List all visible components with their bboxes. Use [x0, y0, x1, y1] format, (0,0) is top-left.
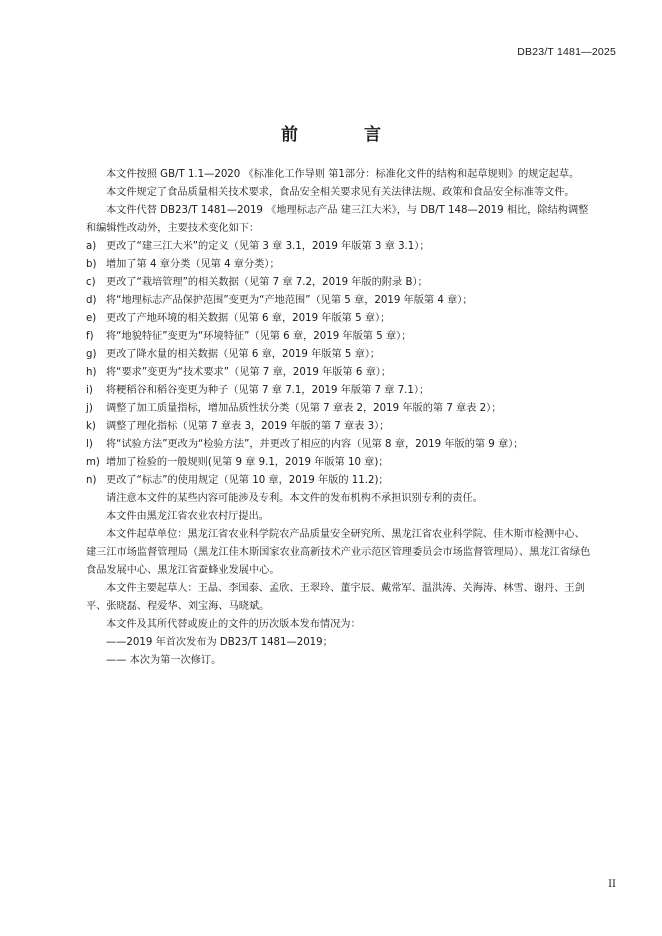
- page-title: 前 言: [281, 125, 411, 145]
- list-item-letter: l): [86, 439, 93, 450]
- paragraph-version-history: 本文件及其所代替或废止的文件的历次版本发布情况为：: [106, 619, 361, 630]
- list-item: [86, 292, 594, 310]
- page-number: II: [608, 879, 616, 890]
- list-item-letter: b): [86, 259, 97, 270]
- list-item: [86, 274, 594, 292]
- list-item-text: 将粳稻谷和稻谷变更为种子（见第 7 章 7.1，2019 年版第 7 章 7.1）；: [106, 385, 430, 396]
- list-item-letter: j): [86, 403, 93, 414]
- list-item-letter: g): [86, 349, 97, 360]
- list-item-letter: a): [86, 241, 97, 252]
- list-item: [86, 346, 594, 364]
- list-item: [86, 238, 594, 256]
- list-item: [86, 400, 594, 418]
- list-item: [86, 454, 594, 472]
- document-code: DB23/T 1481—2025: [517, 46, 616, 58]
- list-item-letter: e): [86, 313, 97, 324]
- list-item-letter: d): [86, 295, 97, 306]
- list-item-text: 更改了降水量的相关数据（见第 6 章，2019 年版第 5 章）；: [106, 349, 381, 360]
- paragraph-replacement: 本文件代替 DB23/T 1481—2019 《地理标志产品 建三江大米》，与 DB/T 148—2019 相比，除结构调整和编辑性改动外，主要技术变化如下：: [86, 205, 589, 234]
- list-item-text: 将“试验方法”更改为“检验方法”，并更改了相应的内容（见第 8 章，2019 年版的第 9 章）；: [106, 439, 524, 450]
- list-item-text: 增加了第 4 章分类（见第 4 章分类）；: [106, 259, 280, 270]
- list-item-text: 更改了“栽培管理”的相关数据（见第 7 章 7.2，2019 年版的附录 B）；: [106, 277, 428, 288]
- history-line-current-revision: —— 本次为第一次修订。: [106, 655, 222, 666]
- paragraph-patent-notice: 请注意本文件的某些内容可能涉及专利。本文件的发布机构不承担识别专利的责任。: [106, 493, 483, 504]
- list-item-letter: f): [86, 331, 94, 342]
- list-item: [86, 418, 594, 436]
- list-item-text: 增加了检验的一般规则(见第 9 章 9.1，2019 年版第 10 章)；: [106, 457, 389, 468]
- list-item-text: 将“地貌特征”变更为“环境特征”（见第 6 章，2019 年版第 5 章）；: [106, 331, 412, 342]
- paragraph-proposer: 本文件由黑龙江省农业农村厅提出。: [106, 511, 269, 522]
- list-item-letter: m): [86, 457, 100, 468]
- list-item-text: 调整了理化指标（见第 7 章表 3，2019 年版的第 7 章表 3）；: [106, 421, 390, 432]
- list-item: [86, 436, 594, 454]
- list-item-text: 将“要求”变更为“技术要求”（见第 7 章，2019 年版第 6 章）；: [106, 367, 392, 378]
- list-item: [86, 364, 594, 382]
- list-item-text: 更改了产地环境的相关数据（见第 6 章，2019 年版第 5 章）；: [106, 313, 391, 324]
- changes-list: [86, 238, 594, 490]
- list-item-letter: n): [86, 475, 97, 486]
- list-item: [86, 472, 594, 490]
- paragraph-scope-note: 本文件规定了食品质量相关技术要求，食品安全相关要求见有关法律法规、政策和食品安全标准等文件。: [106, 187, 575, 198]
- list-item-text: 更改了“建三江大米”的定义（见第 3 章 3.1，2019 年版第 3 章 3.1）；: [106, 241, 430, 252]
- list-item-letter: k): [86, 421, 96, 432]
- list-item: [86, 328, 594, 346]
- paragraph-drafting-rules: 本文件按照 GB/T 1.1—2020 《标准化工作导则 第1部分：标准化文件的结构和起草规则》的规定起草。: [106, 169, 580, 180]
- list-item: [86, 310, 594, 328]
- list-item-letter: i): [86, 385, 93, 396]
- foreword-body: [86, 166, 594, 670]
- paragraph-drafters: 本文件主要起草人：王晶、李国泰、孟欣、王翠玲、董宇辰、戴常军、温洪涛、关海涛、林雪、谢丹、王剑平、张晓磊、程爱华、刘宝海、马晓斌。: [86, 583, 585, 612]
- list-item-text: 将“地理标志产品保护范围”变更为“产地范围”（见第 5 章，2019 年版第 4 章）；: [106, 295, 473, 306]
- history-line-first-release: ——2019 年首次发布为 DB23/T 1481—2019；: [106, 637, 333, 648]
- list-item-letter: h): [86, 367, 97, 378]
- list-item-letter: c): [86, 277, 96, 288]
- list-item: [86, 256, 594, 274]
- list-item-text: 调整了加工质量指标，增加品质性状分类（见第 7 章表 2，2019 年版的第 7 章表 2）；: [106, 403, 502, 414]
- list-item-text: 更改了“标志”的使用规定（见第 10 章，2019 年版的 11.2)；: [106, 475, 389, 486]
- paragraph-drafting-units: 本文件起草单位：黑龙江省农业科学院农产品质量安全研究所、黑龙江省农业科学院、佳木斯市检测中心、建三江市场监督管理局（黑龙江佳木斯国家农业高新技术产业示范区管理委员会市场监督管理局）、黑龙江省绿色食品发展中心、黑龙江省蚕蜂业发展中心。: [86, 529, 591, 576]
- list-item: [86, 382, 594, 400]
